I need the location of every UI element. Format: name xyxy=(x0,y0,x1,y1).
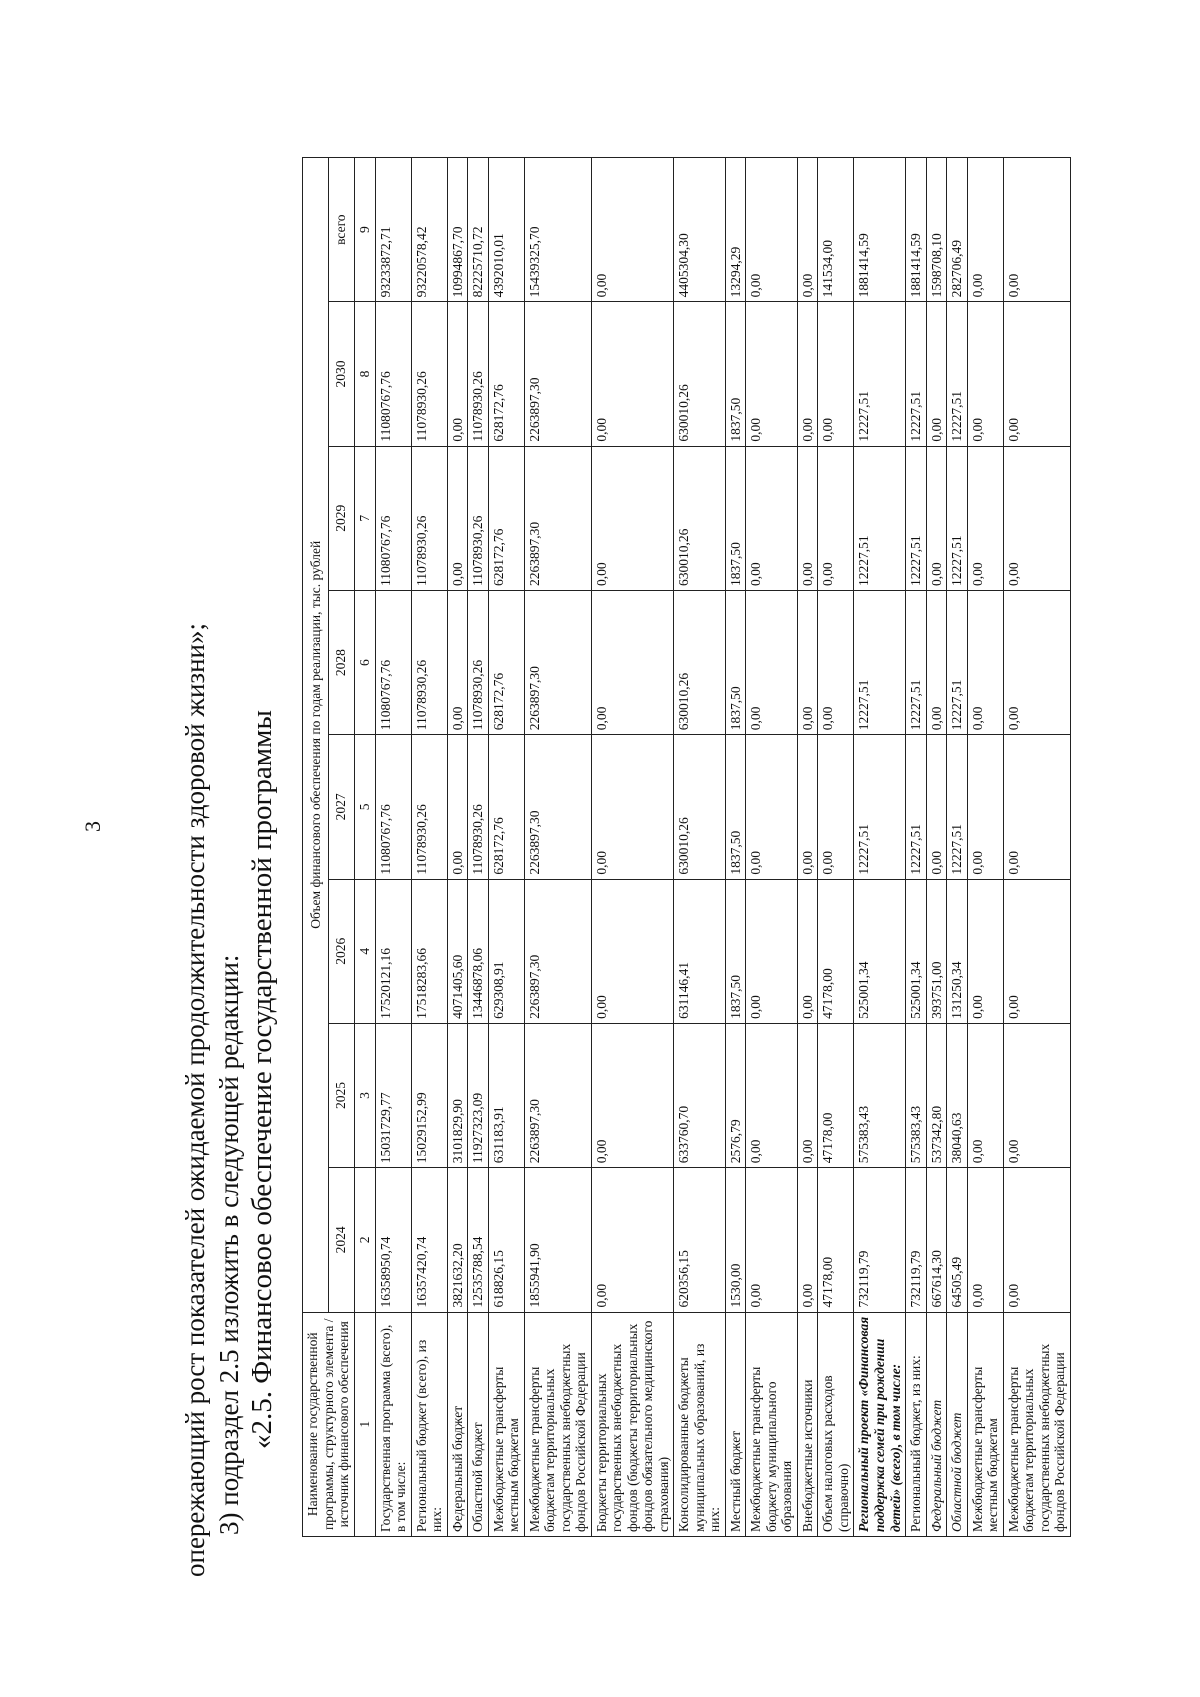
value-cell: 282706,49 xyxy=(947,158,968,302)
value-cell: 0,00 xyxy=(746,590,798,734)
value-cell: 393751,00 xyxy=(926,879,947,1023)
value-cell: 0,00 xyxy=(797,1023,818,1167)
value-cell: 0,00 xyxy=(447,735,468,879)
year-header: 2030 xyxy=(328,302,354,446)
value-cell: 0,00 xyxy=(447,302,468,446)
value-cell: 64505,49 xyxy=(947,1168,968,1312)
column-number: 5 xyxy=(354,735,375,879)
value-cell: 2576,79 xyxy=(725,1023,746,1167)
value-cell: 1530,00 xyxy=(725,1168,746,1312)
value-cell: 0,00 xyxy=(1003,590,1070,734)
value-cell: 0,00 xyxy=(967,446,1003,590)
value-cell: 131250,34 xyxy=(947,879,968,1023)
value-cell: 2263897,30 xyxy=(524,735,591,879)
value-cell: 0,00 xyxy=(967,735,1003,879)
value-cell: 0,00 xyxy=(1003,1023,1070,1167)
value-cell: 11927323,09 xyxy=(468,1023,489,1167)
value-cell: 10994867,70 xyxy=(447,158,468,302)
column-number: 1 xyxy=(354,1312,375,1536)
value-cell: 15029152,99 xyxy=(411,1023,447,1167)
value-cell: 4392010,01 xyxy=(488,158,524,302)
value-cell: 12227,51 xyxy=(854,735,906,879)
value-cell: 631183,91 xyxy=(488,1023,524,1167)
value-cell: 15439325,70 xyxy=(524,158,591,302)
value-cell: 12227,51 xyxy=(906,302,927,446)
value-cell: 11078930,26 xyxy=(468,590,489,734)
value-cell: 11078930,26 xyxy=(411,446,447,590)
value-cell: 12227,51 xyxy=(854,446,906,590)
value-cell: 0,00 xyxy=(967,158,1003,302)
table-row xyxy=(591,158,674,1537)
value-cell: 630010,26 xyxy=(674,446,726,590)
table-row xyxy=(906,158,927,1537)
header-source: Наименование государственной программы, структурного элемента / источник финансового обеспечения xyxy=(303,1312,355,1536)
value-cell: 0,00 xyxy=(746,1168,798,1312)
table-body xyxy=(375,158,1070,1537)
table-row xyxy=(674,158,726,1537)
value-cell: 12227,51 xyxy=(854,590,906,734)
value-cell: 628172,76 xyxy=(488,590,524,734)
row-label: Региональный проект «Финансовая поддержка семей при рождении детей» (всего), в том числе: xyxy=(854,1312,906,1536)
value-cell: 17520121,16 xyxy=(375,879,411,1023)
value-cell: 618826,15 xyxy=(488,1168,524,1312)
value-cell: 1881414,59 xyxy=(906,158,927,302)
table-row xyxy=(854,158,906,1537)
value-cell: 0,00 xyxy=(926,302,947,446)
table-row xyxy=(947,158,968,1537)
column-number-row xyxy=(354,158,375,1537)
value-cell: 0,00 xyxy=(746,1023,798,1167)
value-cell: 4405304,30 xyxy=(674,158,726,302)
row-label: Межбюджетные трансферты бюджетам территориальных государственных внебюджетных фондов Российской Федерации xyxy=(1003,1312,1070,1536)
value-cell: 1837,50 xyxy=(725,446,746,590)
column-number: 4 xyxy=(354,879,375,1023)
year-header: 2027 xyxy=(328,735,354,879)
row-label: Региональный бюджет, из них: xyxy=(906,1312,927,1536)
value-cell: 2263897,30 xyxy=(524,590,591,734)
value-cell: 11078930,26 xyxy=(411,735,447,879)
value-cell: 38040,63 xyxy=(947,1023,968,1167)
table-row xyxy=(797,158,818,1537)
value-cell: 0,00 xyxy=(797,879,818,1023)
financing-table-container xyxy=(302,157,1071,1537)
value-cell: 537342,80 xyxy=(926,1023,947,1167)
header-volume-group: Объем финансового обеспечения по годам реализации, тыс. рублей xyxy=(303,158,329,1313)
row-label: Областной бюджет xyxy=(947,1312,968,1536)
value-cell: 0,00 xyxy=(926,590,947,734)
value-cell: 0,00 xyxy=(797,590,818,734)
value-cell: 0,00 xyxy=(1003,158,1070,302)
table-row xyxy=(725,158,746,1537)
value-cell: 525001,34 xyxy=(854,879,906,1023)
value-cell: 12535788,54 xyxy=(468,1168,489,1312)
value-cell: 1837,50 xyxy=(725,590,746,734)
value-cell: 93233872,71 xyxy=(375,158,411,302)
value-cell: 0,00 xyxy=(591,302,674,446)
value-cell: 0,00 xyxy=(967,1023,1003,1167)
value-cell: 0,00 xyxy=(746,735,798,879)
table-row xyxy=(468,158,489,1537)
value-cell: 0,00 xyxy=(447,446,468,590)
value-cell: 525001,34 xyxy=(906,879,927,1023)
value-cell: 0,00 xyxy=(797,1168,818,1312)
table-row xyxy=(967,158,1003,1537)
value-cell: 0,00 xyxy=(591,446,674,590)
value-cell: 0,00 xyxy=(818,735,854,879)
row-label: Федеральный бюджет xyxy=(447,1312,468,1536)
table-row xyxy=(447,158,468,1537)
value-cell: 11080767,76 xyxy=(375,302,411,446)
value-cell: 629308,91 xyxy=(488,879,524,1023)
value-cell: 0,00 xyxy=(591,1023,674,1167)
value-cell: 0,00 xyxy=(591,1168,674,1312)
value-cell: 0,00 xyxy=(818,590,854,734)
column-number: 9 xyxy=(354,158,375,302)
value-cell: 1837,50 xyxy=(725,302,746,446)
page-number: 3 xyxy=(80,821,105,832)
value-cell: 82225710,72 xyxy=(468,158,489,302)
financing-table xyxy=(302,157,1071,1537)
value-cell: 11080767,76 xyxy=(375,446,411,590)
value-cell: 575383,43 xyxy=(854,1023,906,1167)
value-cell: 0,00 xyxy=(967,879,1003,1023)
value-cell: 13446878,06 xyxy=(468,879,489,1023)
value-cell: 631146,41 xyxy=(674,879,726,1023)
table-row xyxy=(818,158,854,1537)
value-cell: 11078930,26 xyxy=(411,302,447,446)
value-cell: 0,00 xyxy=(926,735,947,879)
column-number: 7 xyxy=(354,446,375,590)
value-cell: 11078930,26 xyxy=(468,735,489,879)
table-row xyxy=(524,158,591,1537)
year-header: 2024 xyxy=(328,1168,354,1312)
row-label: Областной бюджет xyxy=(468,1312,489,1536)
table-row xyxy=(411,158,447,1537)
row-label: Бюджеты территориальных государственных внебюджетных фондов (бюджеты территориальных фондов обязательного медицинского страхования) xyxy=(591,1312,674,1536)
year-header: 2029 xyxy=(328,446,354,590)
value-cell: 12227,51 xyxy=(906,735,927,879)
value-cell: 0,00 xyxy=(1003,1168,1070,1312)
row-label: Государственная программа (всего), в том числе: xyxy=(375,1312,411,1536)
value-cell: 12227,51 xyxy=(947,302,968,446)
value-cell: 0,00 xyxy=(447,590,468,734)
value-cell: 12227,51 xyxy=(906,446,927,590)
value-cell: 0,00 xyxy=(591,735,674,879)
row-label: Федеральный бюджет xyxy=(926,1312,947,1536)
value-cell: 0,00 xyxy=(797,158,818,302)
value-cell: 1881414,59 xyxy=(854,158,906,302)
value-cell: 0,00 xyxy=(746,879,798,1023)
value-cell: 0,00 xyxy=(591,590,674,734)
value-cell: 2263897,30 xyxy=(524,879,591,1023)
value-cell: 16358950,74 xyxy=(375,1168,411,1312)
value-cell: 15031729,77 xyxy=(375,1023,411,1167)
table-row xyxy=(926,158,947,1537)
table-row xyxy=(375,158,411,1537)
row-label: Региональный бюджет (всего), из них: xyxy=(411,1312,447,1536)
value-cell: 16357420,74 xyxy=(411,1168,447,1312)
value-cell: 0,00 xyxy=(1003,446,1070,590)
value-cell: 47178,00 xyxy=(818,1023,854,1167)
row-label: Объем налоговых расходов (справочно) xyxy=(818,1312,854,1536)
value-cell: 620356,15 xyxy=(674,1168,726,1312)
value-cell: 11078930,26 xyxy=(468,302,489,446)
value-cell: 47178,00 xyxy=(818,1168,854,1312)
table-row xyxy=(488,158,524,1537)
column-number: 3 xyxy=(354,1023,375,1167)
year-header: 2028 xyxy=(328,590,354,734)
value-cell: 4071405,60 xyxy=(447,879,468,1023)
value-cell: 11078930,26 xyxy=(411,590,447,734)
value-cell: 3101829,90 xyxy=(447,1023,468,1167)
value-cell: 633760,70 xyxy=(674,1023,726,1167)
value-cell: 0,00 xyxy=(967,302,1003,446)
value-cell: 0,00 xyxy=(746,446,798,590)
value-cell: 2263897,30 xyxy=(524,1023,591,1167)
value-cell: 0,00 xyxy=(1003,879,1070,1023)
value-cell: 0,00 xyxy=(926,446,947,590)
value-cell: 575383,43 xyxy=(906,1023,927,1167)
value-cell: 11080767,76 xyxy=(375,590,411,734)
value-cell: 0,00 xyxy=(797,446,818,590)
value-cell: 1837,50 xyxy=(725,879,746,1023)
value-cell: 628172,76 xyxy=(488,735,524,879)
value-cell: 17518283,66 xyxy=(411,879,447,1023)
year-header: 2026 xyxy=(328,879,354,1023)
value-cell: 1855941,90 xyxy=(524,1168,591,1312)
value-cell: 12227,51 xyxy=(947,446,968,590)
row-label: Межбюджетные трансферты бюджетам территориальных государственных внебюджетных фондов Российской Федерации xyxy=(524,1312,591,1536)
intro-line-1: опережающий рост показателей ожидаемой продолжительности здоровой жизни»; xyxy=(180,623,210,1577)
value-cell: 667614,30 xyxy=(926,1168,947,1312)
row-label: Внебюджетные источники xyxy=(797,1312,818,1536)
table-row xyxy=(746,158,798,1537)
value-cell: 12227,51 xyxy=(947,590,968,734)
table-row xyxy=(1003,158,1070,1537)
value-cell: 12227,51 xyxy=(947,735,968,879)
value-cell: 2263897,30 xyxy=(524,446,591,590)
value-cell: 93220578,42 xyxy=(411,158,447,302)
value-cell: 630010,26 xyxy=(674,590,726,734)
value-cell: 3821632,20 xyxy=(447,1168,468,1312)
value-cell: 628172,76 xyxy=(488,446,524,590)
value-cell: 11078930,26 xyxy=(468,446,489,590)
value-cell: 732119,79 xyxy=(854,1168,906,1312)
section-title: «2.5. Финансовое обеспечение государственной программы xyxy=(246,710,278,1449)
value-cell: 2263897,30 xyxy=(524,302,591,446)
value-cell: 0,00 xyxy=(818,302,854,446)
value-cell: 0,00 xyxy=(746,302,798,446)
value-cell: 628172,76 xyxy=(488,302,524,446)
value-cell: 0,00 xyxy=(591,158,674,302)
value-cell: 0,00 xyxy=(967,1168,1003,1312)
value-cell: 13294,29 xyxy=(725,158,746,302)
value-cell: 0,00 xyxy=(967,590,1003,734)
value-cell: 0,00 xyxy=(591,879,674,1023)
value-cell: 1837,50 xyxy=(725,735,746,879)
value-cell: 1598708,10 xyxy=(926,158,947,302)
column-number: 6 xyxy=(354,590,375,734)
row-label: Консолидированные бюджеты муниципальных образований, из них: xyxy=(674,1312,726,1536)
row-label: Межбюджетные трансферты бюджету муниципального образования xyxy=(746,1312,798,1536)
value-cell: 0,00 xyxy=(818,446,854,590)
row-label: Межбюджетные трансферты местным бюджетам xyxy=(488,1312,524,1536)
intro-line-2: 3) подраздел 2.5 изложить в следующей редакции: xyxy=(214,954,244,1535)
value-cell: 11080767,76 xyxy=(375,735,411,879)
column-number: 2 xyxy=(354,1168,375,1312)
value-cell: 732119,79 xyxy=(906,1168,927,1312)
value-cell: 630010,26 xyxy=(674,302,726,446)
value-cell: 0,00 xyxy=(1003,302,1070,446)
value-cell: 0,00 xyxy=(797,302,818,446)
value-cell: 630010,26 xyxy=(674,735,726,879)
value-cell: 47178,00 xyxy=(818,879,854,1023)
year-header: всего xyxy=(328,158,354,302)
row-label: Межбюджетные трансферты местным бюджетам xyxy=(967,1312,1003,1536)
row-label: Местный бюджет xyxy=(725,1312,746,1536)
value-cell: 12227,51 xyxy=(906,590,927,734)
value-cell: 0,00 xyxy=(1003,735,1070,879)
value-cell: 0,00 xyxy=(797,735,818,879)
column-number: 8 xyxy=(354,302,375,446)
year-header: 2025 xyxy=(328,1023,354,1167)
value-cell: 0,00 xyxy=(746,158,798,302)
value-cell: 12227,51 xyxy=(854,302,906,446)
value-cell: 141534,00 xyxy=(818,158,854,302)
